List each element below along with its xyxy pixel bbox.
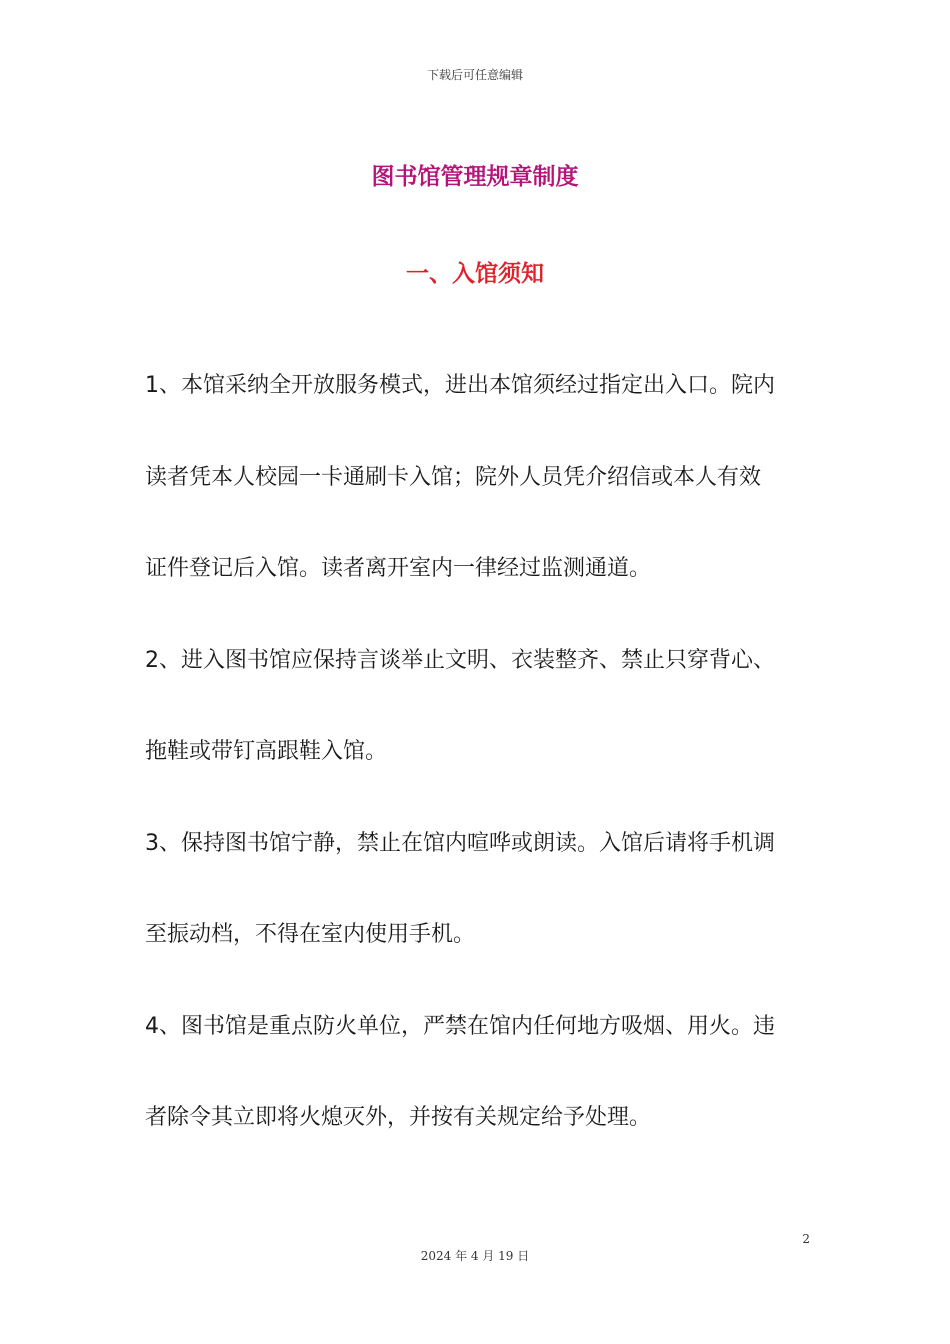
section-title: 一、入馆须知 <box>406 261 544 287</box>
body-line: 3、保持图书馆宁静，禁止在馆内喧哗或朗读。入馆后请将手机调 <box>145 830 775 856</box>
body-line: 1、本馆采纳全开放服务模式，进出本馆须经过指定出入口。院内 <box>145 373 775 398</box>
footer-date: 2024 年 4 月 19 日 <box>420 1249 530 1263</box>
document-title: 图书馆管理规章制度 <box>371 164 579 190</box>
body-line: 读者凭本人校园一卡通刷卡入馆；院外人员凭介绍信或本人有效 <box>145 464 762 490</box>
body-line: 证件登记后入馆。读者离开室内一律经过监测通道。 <box>145 556 652 581</box>
body-line: 者除令其立即将火熄灭外，并按有关规定给予处理。 <box>145 1105 652 1130</box>
body-line: 4、图书馆是重点防火单位，严禁在馆内任何地方吸烟、用火。违 <box>145 1013 775 1039</box>
header-note: 下载后可任意编辑 <box>426 68 523 82</box>
body-line: 至振动档，不得在室内使用手机。 <box>145 922 476 947</box>
body-line: 拖鞋或带钉高跟鞋入馆。 <box>145 739 388 764</box>
page-number: 2 <box>802 1232 810 1246</box>
body-line: 2、进入图书馆应保持言谈举止文明、衣装整齐、禁止只穿背心、 <box>145 647 775 673</box>
body-text <box>145 340 825 1164</box>
